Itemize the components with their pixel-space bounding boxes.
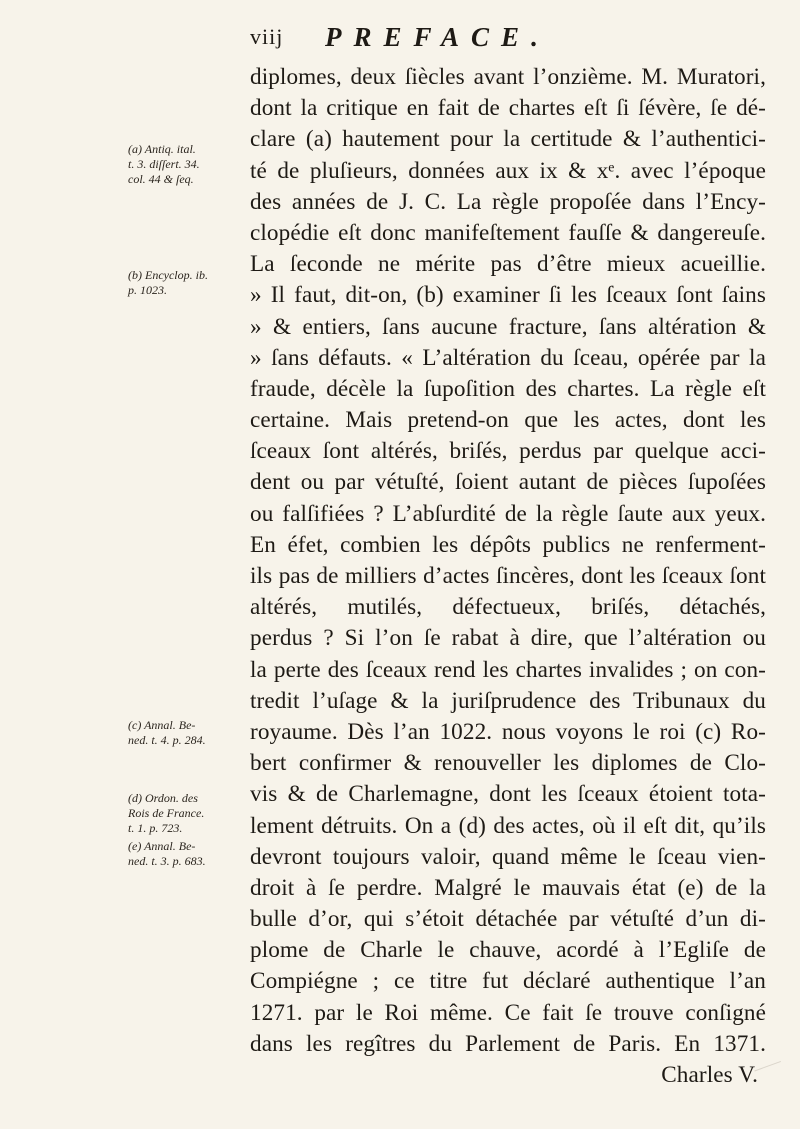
margin-note-c — [128, 718, 248, 748]
text-line: bert confirmer & renouveller les diplomes de Clo- — [250, 750, 766, 777]
margin-note-line: ned. t. 3. p. 683. — [128, 854, 206, 868]
margin-note-e — [128, 839, 248, 869]
text-line: Charles V. — [661, 1062, 758, 1088]
text-line: bulle d’or, qui s’étoit détachée par vétuſté d’un di- — [250, 906, 766, 933]
text-line: ils pas de milliers d’actes ſincères, dont les ſceaux ſont — [250, 563, 766, 589]
text-line: » ſans défauts. « L’altération du ſceau, opérée par la — [250, 344, 766, 371]
margin-note-line: (e) Annal. Be- — [128, 839, 196, 853]
text-line: dent ou par vétuſté, ſoient autant de pièces ſupoſées — [250, 469, 766, 496]
margin-note-line: col. 44 & ſeq. — [128, 172, 194, 186]
text-line: altérés, mutilés, défectueux, briſés, détachés, — [250, 594, 766, 621]
body-text — [250, 62, 766, 1091]
margin-note-line: t. 1. p. 723. — [128, 821, 183, 835]
margin-note-line: p. 1023. — [128, 283, 167, 297]
margin-note-line: (d) Ordon. des — [128, 791, 198, 805]
text-line: 1271. par le Roi même. Ce fait ſe trouve conſigné — [250, 999, 766, 1026]
text-line: droit à ſe perdre. Malgré le mauvais état (e) de la — [250, 874, 766, 901]
text-line: dont la critique en fait de chartes eſt ſi ſévère, ſe dé- — [250, 95, 766, 122]
margin-note-line: (b) Encyclop. ib. — [128, 268, 208, 282]
text-line: certaine. Mais pretend-on que les actes, dont les — [250, 407, 766, 434]
text-line: dans les regîtres du Parlement de Paris. En 1371. — [250, 1030, 766, 1057]
text-line: tredit l’uſage & la juriſprudence des Tribunaux du — [250, 687, 766, 714]
margin-note-line: ned. t. 4. p. 284. — [128, 733, 206, 747]
text-line: » Il faut, dit-on, (b) examiner ſi les ſceaux ſont ſains — [250, 282, 766, 309]
text-line: royaume. Dès l’an 1022. nous voyons le roi (c) Ro- — [250, 718, 766, 745]
text-line: La ſeconde ne mérite pas d’être mieux acueillie. — [250, 251, 766, 278]
text-line: » & entiers, ſans aucune fracture, ſans altération & — [250, 313, 766, 340]
text-line: devront toujours valoir, quand même le ſceau vien- — [250, 843, 766, 870]
margin-note-line: t. 3. diſſert. 34. — [128, 157, 200, 171]
text-line: la perte des ſceaux rend les chartes invalides ; on con- — [250, 656, 766, 683]
text-line: té de pluſieurs, données aux ix & xᵉ. avec l’époque — [250, 157, 766, 184]
text-line: En éfet, combien les dépôts publics ne renferment- — [250, 531, 766, 558]
text-line: ſceaux ſont altérés, briſés, perdus par quelque acci- — [250, 438, 766, 465]
margin-note-line: (c) Annal. Be- — [128, 718, 196, 732]
text-line: clopédie eſt donc manifeſtement fauſſe & dangereuſe. — [250, 219, 766, 246]
margin-note-line: Rois de France. — [128, 806, 205, 820]
text-line: clare (a) hautement pour la certitude & l’authentici- — [250, 126, 766, 153]
text-line: ou falſifiées ? L’abſurdité de la règle ſaute aux yeux. — [250, 500, 766, 527]
page-header — [230, 24, 750, 58]
margin-note-b — [128, 268, 248, 298]
text-line: des années de J. C. La règle propoſée dans l’Ency- — [250, 188, 766, 215]
margin-note-a — [128, 142, 248, 187]
text-line: diplomes, deux ſiècles avant l’onzième. M. Muratori, — [250, 64, 766, 90]
text-line: perdus ? Si l’on ſe rabat à dire, que l’altération ou — [250, 625, 766, 652]
text-line: fraude, décèle la ſupoſition des chartes. La règle eſt — [250, 375, 766, 402]
page-number: viij — [250, 24, 284, 49]
text-line: lement détruits. On a (d) des actes, où il eſt dit, qu’ils — [250, 812, 766, 839]
text-line: plome de Charle le chauve, acordé à l’Egliſe de — [250, 937, 766, 964]
margin-note-d — [128, 791, 248, 836]
text-line: Compiégne ; ce titre fut déclaré authentique l’an — [250, 968, 766, 995]
running-head: PREFACE. — [325, 22, 550, 52]
margin-note-line: (a) Antiq. ital. — [128, 142, 196, 156]
text-line: vis & de Charlemagne, dont les ſceaux étoient tota- — [250, 781, 766, 808]
